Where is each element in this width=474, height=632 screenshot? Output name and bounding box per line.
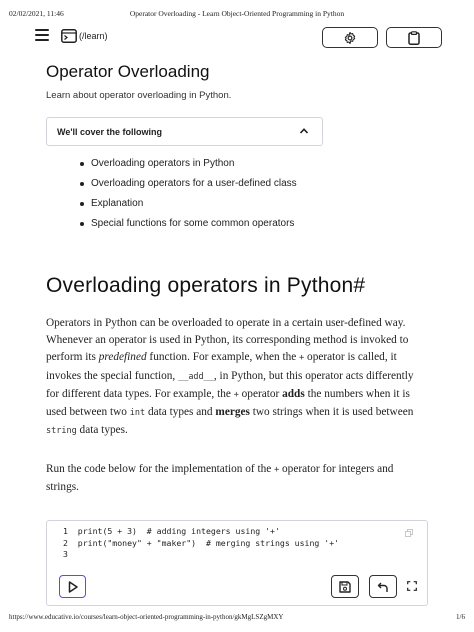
text: the numbers when it is used between two	[46, 387, 410, 419]
save-button[interactable]	[331, 575, 359, 598]
bold-text: merges	[215, 406, 250, 419]
play-icon	[68, 581, 78, 593]
code-editor[interactable]	[63, 526, 339, 561]
intro-paragraph	[46, 315, 428, 440]
page-subtitle: Learn about operator overloading in Python.	[46, 90, 232, 101]
logo-link[interactable]	[61, 29, 108, 43]
toc-item[interactable]: Overloading operators for a user-defined class	[80, 178, 297, 198]
code-text: print(5 + 3) # adding integers using '+'	[77, 526, 280, 536]
copy-icon[interactable]	[405, 529, 413, 537]
code-widget	[46, 520, 428, 606]
text: operator	[238, 387, 283, 400]
print-date: 02/02/2021, 11:46	[9, 9, 64, 18]
code-line	[63, 538, 339, 550]
text: data types.	[76, 424, 128, 437]
code-line	[63, 549, 339, 561]
toc-list	[80, 158, 297, 238]
text: function. For example, when the	[146, 351, 300, 364]
toc-toggle[interactable]	[46, 117, 323, 146]
inline-code: string	[46, 426, 77, 437]
terminal-logo-icon	[61, 29, 77, 43]
text: Run the code below for the implementation of the	[46, 463, 275, 475]
text: , in Python, but this operator acts differently for different data types. For example, the	[46, 369, 414, 400]
clipboard-icon	[408, 31, 420, 45]
run-button[interactable]	[59, 575, 86, 598]
chevron-up-icon	[299, 127, 309, 135]
undo-icon	[377, 581, 389, 593]
run-instruction-paragraph	[46, 461, 428, 496]
inline-code: +	[299, 353, 305, 364]
hamburger-icon[interactable]	[35, 29, 49, 41]
print-title: Operator Overloading - Learn Object-Oriented Programming in Python	[129, 9, 345, 18]
toc-item[interactable]: Explanation	[80, 198, 297, 218]
top-navbar	[0, 26, 474, 50]
print-url: https://www.educative.io/courses/learn-object-oriented-programming-in-python/gkMgLSZgMXY	[9, 613, 284, 621]
save-icon	[339, 581, 351, 593]
toc-toggle-label: We'll cover the following	[57, 127, 162, 137]
line-number: 2	[63, 537, 68, 548]
section-heading: Overloading operators in Python#	[46, 274, 366, 297]
code-line	[63, 526, 339, 538]
text: operator is called, it invokes the special function,	[46, 351, 397, 382]
notes-button[interactable]	[386, 27, 442, 48]
line-number: 3	[63, 549, 68, 559]
line-number: 1	[63, 526, 68, 536]
inline-code: int	[129, 408, 146, 419]
text: operator for integers and strings.	[46, 463, 394, 494]
gear-icon	[343, 31, 357, 45]
toc-item[interactable]: Overloading operators in Python	[80, 158, 297, 178]
print-page-number: 1/6	[456, 613, 465, 621]
fullscreen-icon[interactable]	[407, 581, 417, 591]
settings-button[interactable]	[322, 27, 378, 48]
text: two strings when it is used between	[249, 406, 414, 419]
logo-text: (/learn)	[79, 31, 108, 41]
toc-item[interactable]: Special functions for some common operators	[80, 218, 297, 238]
code-text: print("money" + "maker") # merging strings using '+'	[77, 537, 340, 548]
reset-button[interactable]	[369, 575, 397, 598]
inline-code: +	[233, 389, 239, 400]
page-title: Operator Overloading	[46, 62, 210, 81]
inline-code: __add__	[178, 371, 214, 382]
text: data types and	[145, 406, 216, 419]
text: Operators in Python can be overloaded to operate in a certain user-defined way. Whenever an operator is used in Python, its corresponding method is invoked to perform its	[46, 317, 409, 364]
inline-code: +	[274, 465, 280, 475]
bold-text: adds	[282, 387, 305, 400]
emphasis: predefined	[98, 351, 147, 364]
